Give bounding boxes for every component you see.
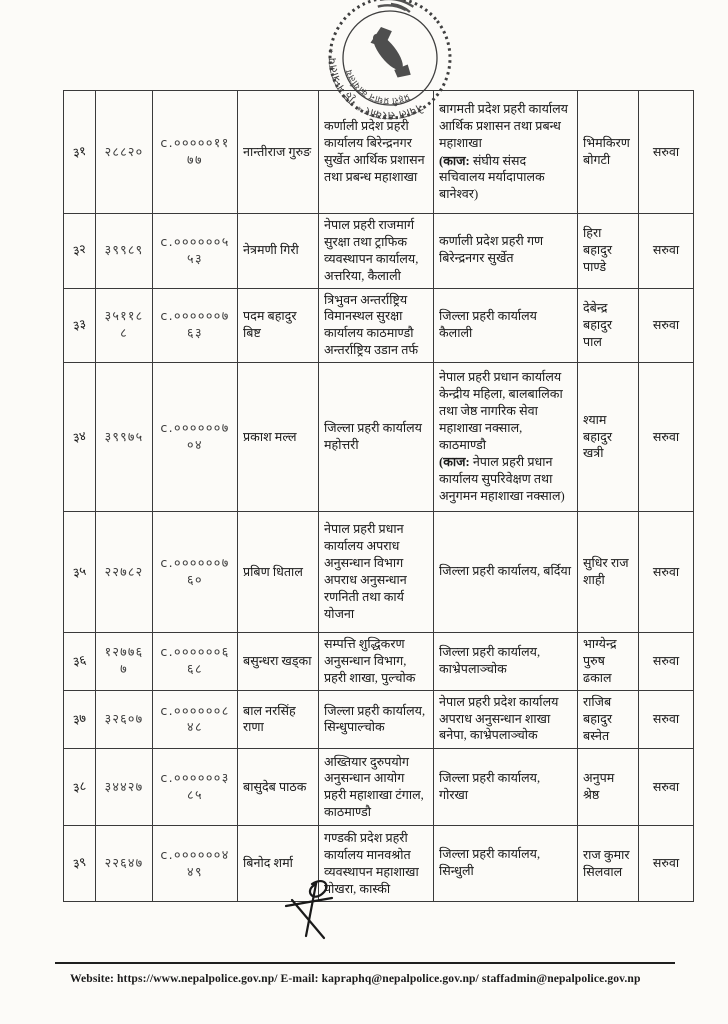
officer-name: नान्तीराज गुरुङ — [238, 91, 319, 214]
new-office — [434, 826, 578, 902]
new-office — [434, 512, 578, 633]
new-office — [434, 363, 578, 512]
table-row — [64, 91, 694, 214]
action-label: सरुवा — [639, 690, 694, 749]
citizen-code: c.००००००८४८ — [153, 690, 238, 749]
table-row — [64, 826, 694, 902]
table-row — [64, 214, 694, 289]
regimental-number: १२७७६७ — [96, 633, 153, 691]
current-office: सम्पत्ति शुद्धिकरण अनुसन्धान विभाग, प्रहरी शाखा, पुल्चोक — [319, 633, 434, 691]
footer-divider — [55, 962, 675, 964]
recommender-name: राजिब बहादुर बस्नेत — [578, 690, 639, 749]
serial-number: ३१ — [64, 91, 96, 214]
table-row — [64, 288, 694, 363]
current-office: नेपाल प्रहरी प्रधान कार्यालय अपराध अनुसन्धान विभाग अपराध अनुसन्धान रणनिती तथा कार्य योजना — [319, 512, 434, 633]
officer-name: प्रकाश मल्ल — [238, 363, 319, 512]
serial-number: ३३ — [64, 288, 96, 363]
officer-name: बिनोद शर्मा — [238, 826, 319, 902]
recommender-name: भिमकिरण बोगटी — [578, 91, 639, 214]
action-label: सरुवा — [639, 826, 694, 902]
regimental-number: ३४४२७ — [96, 749, 153, 826]
recommender-name: सुधिर राज शाही — [578, 512, 639, 633]
new-office-text: जिल्ला प्रहरी कार्यालय, गोरखा — [439, 770, 541, 802]
recommender-name: राज कुमार सिलवाल — [578, 826, 639, 902]
citizen-code: c.००००००३८५ — [153, 749, 238, 826]
citizen-code: c.००००००५५३ — [153, 214, 238, 289]
new-office — [434, 690, 578, 749]
regimental-number: ३२६०७ — [96, 690, 153, 749]
new-office-text: नेपाल प्रहरी प्रधान कार्यालय केन्द्रीय महिला, बालबालिका तथा जेष्ठ नागरिक सेवा महाशाखा नक्साल, काठमाण्डौ — [439, 370, 563, 452]
stamp-inner-text: प्रहरी प्रधान कार्यालय — [344, 67, 411, 106]
current-office: कर्णाली प्रदेश प्रहरी कार्यालय बिरेन्द्रनगर सुर्खेत आर्थिक प्रशासन तथा प्रबन्ध महाशाखा — [319, 91, 434, 214]
new-office-text: जिल्ला प्रहरी कार्यालय, काभ्रेपलाञ्चोक — [439, 644, 541, 676]
action-label: सरुवा — [639, 633, 694, 691]
new-office-text: बागमती प्रदेश प्रहरी कार्यालय आर्थिक प्रशासन तथा प्रबन्ध महाशाखा — [439, 101, 568, 150]
table-row — [64, 749, 694, 826]
current-office: नेपाल प्रहरी राजमार्ग सुरक्षा तथा ट्राफिक व्यवस्थापन कार्यालय, अत्तरिया, कैलाली — [319, 214, 434, 289]
regimental-number: ३५११८८ — [96, 288, 153, 363]
serial-number: ३९ — [64, 826, 96, 902]
current-office: गण्डकी प्रदेश प्रहरी कार्यालय मानवश्रोत व्यवस्थापन महाशाखा पोखरा, कास्की — [319, 826, 434, 902]
new-office-text: जिल्ला प्रहरी कार्यालय, सिन्धुली — [439, 847, 541, 879]
citizen-code: c.००००००७६० — [153, 512, 238, 633]
table-row — [64, 690, 694, 749]
serial-number: ३८ — [64, 749, 96, 826]
officer-name: नेत्रमणी गिरी — [238, 214, 319, 289]
regimental-number: ३९९७५ — [96, 363, 153, 512]
officer-name: प्रबिण धिताल — [238, 512, 319, 633]
citizen-code: c.००००००४४९ — [153, 826, 238, 902]
assignment-note: (काज: संघीय संसद सचिवालय मर्यादापालक बानेश्वर) — [439, 153, 545, 202]
officer-name: बसुन्धरा खड्का — [238, 633, 319, 691]
recommender-name: अनुपम श्रेष्ठ — [578, 749, 639, 826]
handwritten-signature — [272, 872, 352, 954]
current-office: जिल्ला प्रहरी कार्यालय, सिन्धुपाल्चोक — [319, 690, 434, 749]
new-office — [434, 633, 578, 691]
recommender-name: देबेन्द्र बहादुर पाल — [578, 288, 639, 363]
action-label: सरुवा — [639, 512, 694, 633]
recommender-name: भाग्येन्द्र पुरुष ढकाल — [578, 633, 639, 691]
serial-number: ३२ — [64, 214, 96, 289]
regimental-number: २८८२० — [96, 91, 153, 214]
recommender-name: श्याम बहादुर खत्री — [578, 363, 639, 512]
serial-number: ३४ — [64, 363, 96, 512]
action-label: सरुवा — [639, 214, 694, 289]
new-office — [434, 214, 578, 289]
citizen-code: c.००००००७६३ — [153, 288, 238, 363]
action-label: सरुवा — [639, 288, 694, 363]
regimental-number: २२७८२ — [96, 512, 153, 633]
regimental-number: ३९९८९ — [96, 214, 153, 289]
new-office — [434, 91, 578, 214]
new-office-text: जिल्ला प्रहरी कार्यालय, बर्दिया — [439, 564, 571, 579]
action-label: सरुवा — [639, 91, 694, 214]
serial-number: ३५ — [64, 512, 96, 633]
action-label: सरुवा — [639, 749, 694, 826]
stamp-outer-text: नेपाल सरकार * गृह मन्त्रालय * — [326, 47, 425, 122]
police-transfer-table — [63, 90, 694, 902]
regimental-number: २२६४७ — [96, 826, 153, 902]
new-office — [434, 288, 578, 363]
table-row — [64, 363, 694, 512]
current-office: अख्तियार दुरुपयोग अनुसन्धान आयोग प्रहरी महाशाखा टंगाल, काठमाण्डौ — [319, 749, 434, 826]
recommender-name: हिरा बहादुर पाण्डे — [578, 214, 639, 289]
citizen-code: c.०००००११७७ — [153, 91, 238, 214]
new-office — [434, 749, 578, 826]
action-label: सरुवा — [639, 363, 694, 512]
officer-name: पदम बहादुर बिष्ट — [238, 288, 319, 363]
current-office: जिल्ला प्रहरी कार्यालय महोत्तरी — [319, 363, 434, 512]
officer-name: बाल नरसिंह राणा — [238, 690, 319, 749]
table-row — [64, 512, 694, 633]
serial-number: ३७ — [64, 690, 96, 749]
current-office: त्रिभुवन अन्तर्राष्ट्रिय विमानस्थल सुरक्षा कार्यालय काठमाण्डौ अन्तर्राष्ट्रिय उडान तर्फ — [319, 288, 434, 363]
serial-number: ३६ — [64, 633, 96, 691]
new-office-text: कर्णाली प्रदेश प्रहरी गण बिरेन्द्रनगर सुर्खेत — [439, 234, 544, 266]
citizen-code: c.००००००६६८ — [153, 633, 238, 691]
citizen-code: c.००००००७०४ — [153, 363, 238, 512]
new-office-text: नेपाल प्रहरी प्रदेश कार्यालय अपराध अनुसन्धान शाखा बनेपा, काभ्रेपलाञ्चोक — [439, 694, 559, 743]
footer-contact-text: Website: https://www.nepalpolice.gov.np/ E-mail: kapraphq@nepalpolice.gov.np/ staffadmin@nepalpolice.gov.np — [70, 972, 641, 985]
table-row — [64, 633, 694, 691]
assignment-note: (काज: नेपाल प्रहरी प्रधान कार्यालय सुपरिवेक्षण तथा अनुगमन महाशाखा नक्साल) — [439, 455, 565, 504]
new-office-text: जिल्ला प्रहरी कार्यालय कैलाली — [439, 308, 537, 340]
officer-name: बासुदेब पाठक — [238, 749, 319, 826]
